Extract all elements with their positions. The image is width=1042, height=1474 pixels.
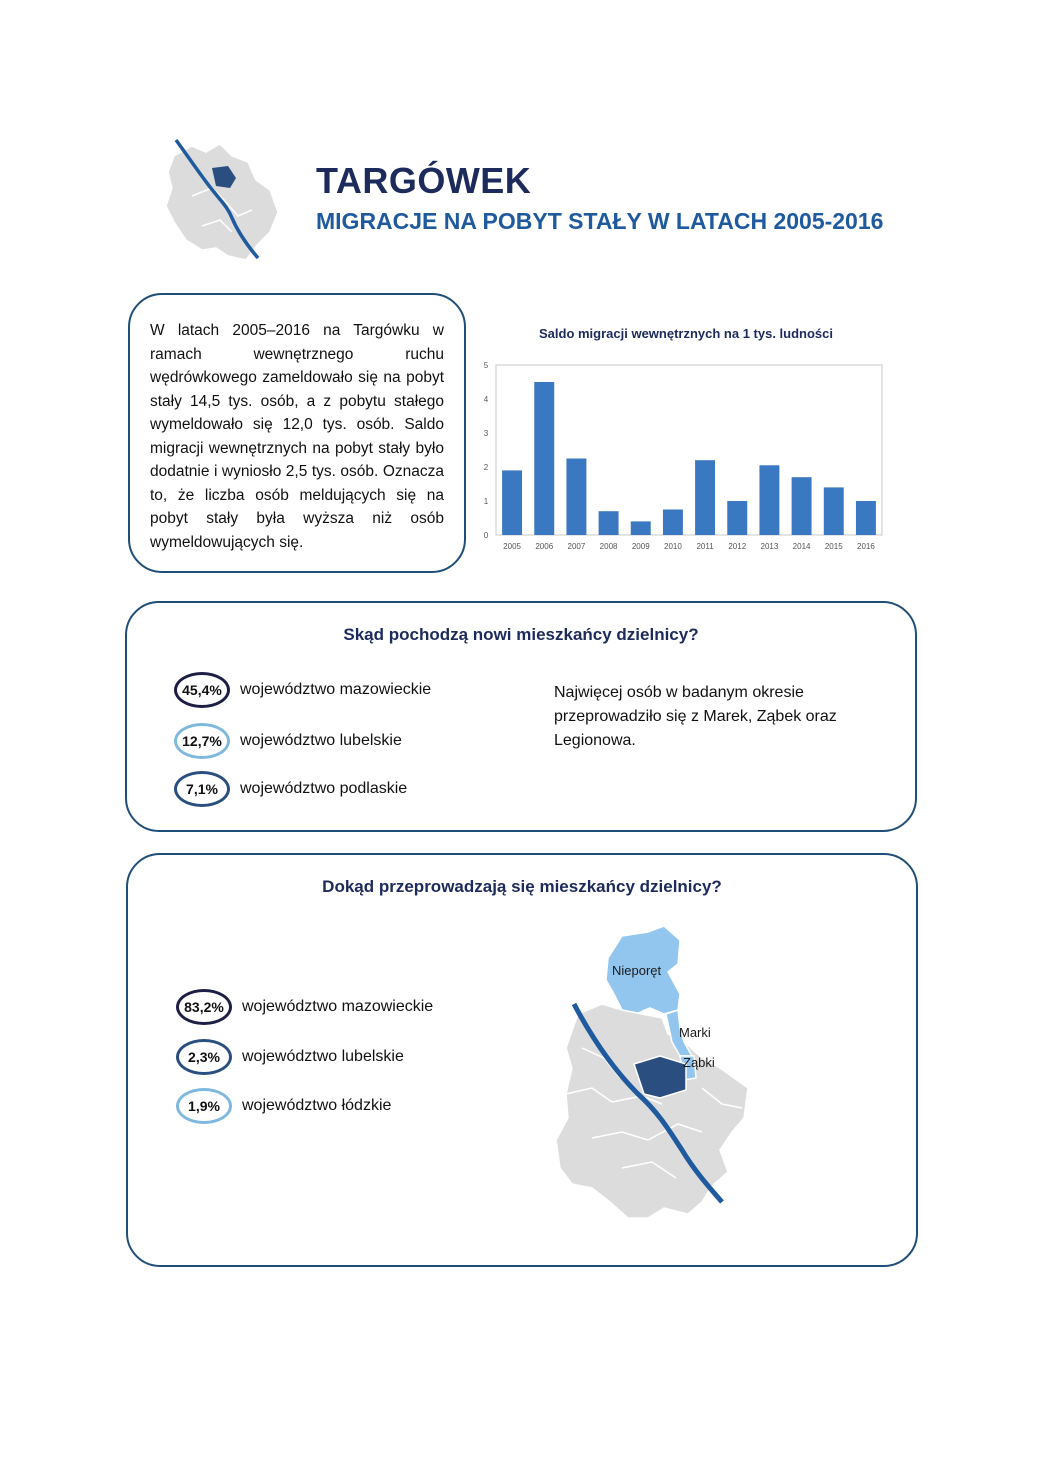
bar-2013 bbox=[759, 465, 779, 535]
y-tick-label: 2 bbox=[483, 463, 489, 472]
destination-pct-badge: 83,2% bbox=[176, 989, 232, 1025]
destination-stat-row bbox=[176, 1088, 391, 1124]
y-tick-label: 3 bbox=[483, 429, 489, 438]
bar-2011 bbox=[695, 460, 715, 535]
x-tick-label: 2005 bbox=[503, 542, 521, 551]
x-tick-label: 2012 bbox=[728, 542, 747, 551]
origin-region-label: województwo podlaskie bbox=[240, 780, 408, 797]
intro-box bbox=[128, 293, 466, 573]
destination-map bbox=[552, 918, 762, 1218]
bar-2007 bbox=[566, 459, 586, 536]
bar-2014 bbox=[792, 477, 812, 535]
x-tick-label: 2006 bbox=[535, 542, 554, 551]
y-tick-label: 5 bbox=[483, 361, 489, 370]
origin-title: Skąd pochodzą nowi mieszkańcy dzielnicy? bbox=[343, 625, 699, 644]
destination-stat-row bbox=[176, 1039, 404, 1075]
page-subtitle: MIGRACJE NA POBYT STAŁY W LATACH 2005-2016 bbox=[316, 208, 884, 234]
bar-2005 bbox=[502, 470, 522, 535]
map-label-nieporet: Nieporęt bbox=[612, 963, 662, 978]
y-tick-label: 1 bbox=[483, 497, 489, 506]
destination-pct-badge: 1,9% bbox=[176, 1088, 232, 1124]
intro-text: W latach 2005–2016 na Targówku w ramach wewnętrznego ruchu wędrówkowego zameldowało się na pobyt stały 14,5 tys. osób, a z pobytu stałego wymeldowało się 12,0 tys. osób. Saldo migracji wewnętrznych na pobyt stały było dodatnie i wyniosło 2,5 tys. osób. Oznacza to, że liczba osób meldujących się na pobyt stały była wyższa niż osób wymeldowujących się. bbox=[150, 322, 444, 551]
origin-stat-row bbox=[174, 672, 431, 708]
destination-region-label: województwo łódzkie bbox=[242, 1097, 392, 1114]
x-tick-label: 2016 bbox=[857, 542, 875, 551]
bar-2015 bbox=[824, 487, 844, 535]
origin-region-label: województwo mazowieckie bbox=[240, 681, 432, 698]
x-tick-label: 2014 bbox=[792, 542, 811, 551]
bar-2006 bbox=[534, 382, 554, 535]
bar-2012 bbox=[727, 501, 747, 535]
chart-title: Saldo migracji wewnętrznych na 1 tys. ludności bbox=[538, 326, 834, 341]
y-tick-label: 0 bbox=[483, 531, 489, 540]
x-tick-label: 2013 bbox=[760, 542, 779, 551]
bar-2008 bbox=[599, 511, 619, 535]
x-tick-label: 2009 bbox=[631, 542, 650, 551]
x-tick-label: 2011 bbox=[696, 542, 714, 551]
map-label-zabki: Ząbki bbox=[683, 1055, 715, 1070]
origin-pct-badge: 45,4% bbox=[174, 672, 230, 708]
origin-region-label: województwo lubelskie bbox=[240, 732, 402, 749]
warsaw-locator-map bbox=[162, 136, 282, 266]
map-label-marki: Marki bbox=[679, 1025, 711, 1040]
bar-2009 bbox=[631, 521, 651, 535]
destination-region-label: województwo mazowieckie bbox=[242, 998, 434, 1015]
origin-stat-row bbox=[174, 771, 407, 807]
x-tick-label: 2008 bbox=[599, 542, 618, 551]
destination-box bbox=[126, 853, 918, 1267]
destination-region-label: województwo lubelskie bbox=[242, 1048, 404, 1065]
destination-title: Dokąd przeprowadzają się mieszkańcy dzielnicy? bbox=[322, 877, 722, 896]
x-tick-label: 2010 bbox=[664, 542, 682, 551]
origin-stat-row bbox=[174, 723, 402, 759]
origin-note: Najwięcej osób w badanym okresie przeprowadziło się z Marek, Ząbek oraz Legionowa. bbox=[554, 684, 837, 749]
map-label-river: Wisła bbox=[712, 1182, 729, 1201]
bar-2010 bbox=[663, 510, 683, 536]
origin-pct-badge: 12,7% bbox=[174, 723, 230, 759]
origin-box bbox=[125, 601, 917, 832]
migration-bar-chart bbox=[476, 318, 896, 568]
page-title: TARGÓWEK bbox=[316, 160, 532, 201]
destination-stat-row bbox=[176, 989, 433, 1025]
y-tick-label: 4 bbox=[483, 395, 489, 404]
x-tick-label: 2015 bbox=[824, 542, 843, 551]
x-tick-label: 2007 bbox=[567, 542, 586, 551]
origin-pct-badge: 7,1% bbox=[174, 771, 230, 807]
bar-2016 bbox=[856, 501, 876, 535]
destination-pct-badge: 2,3% bbox=[176, 1039, 232, 1075]
